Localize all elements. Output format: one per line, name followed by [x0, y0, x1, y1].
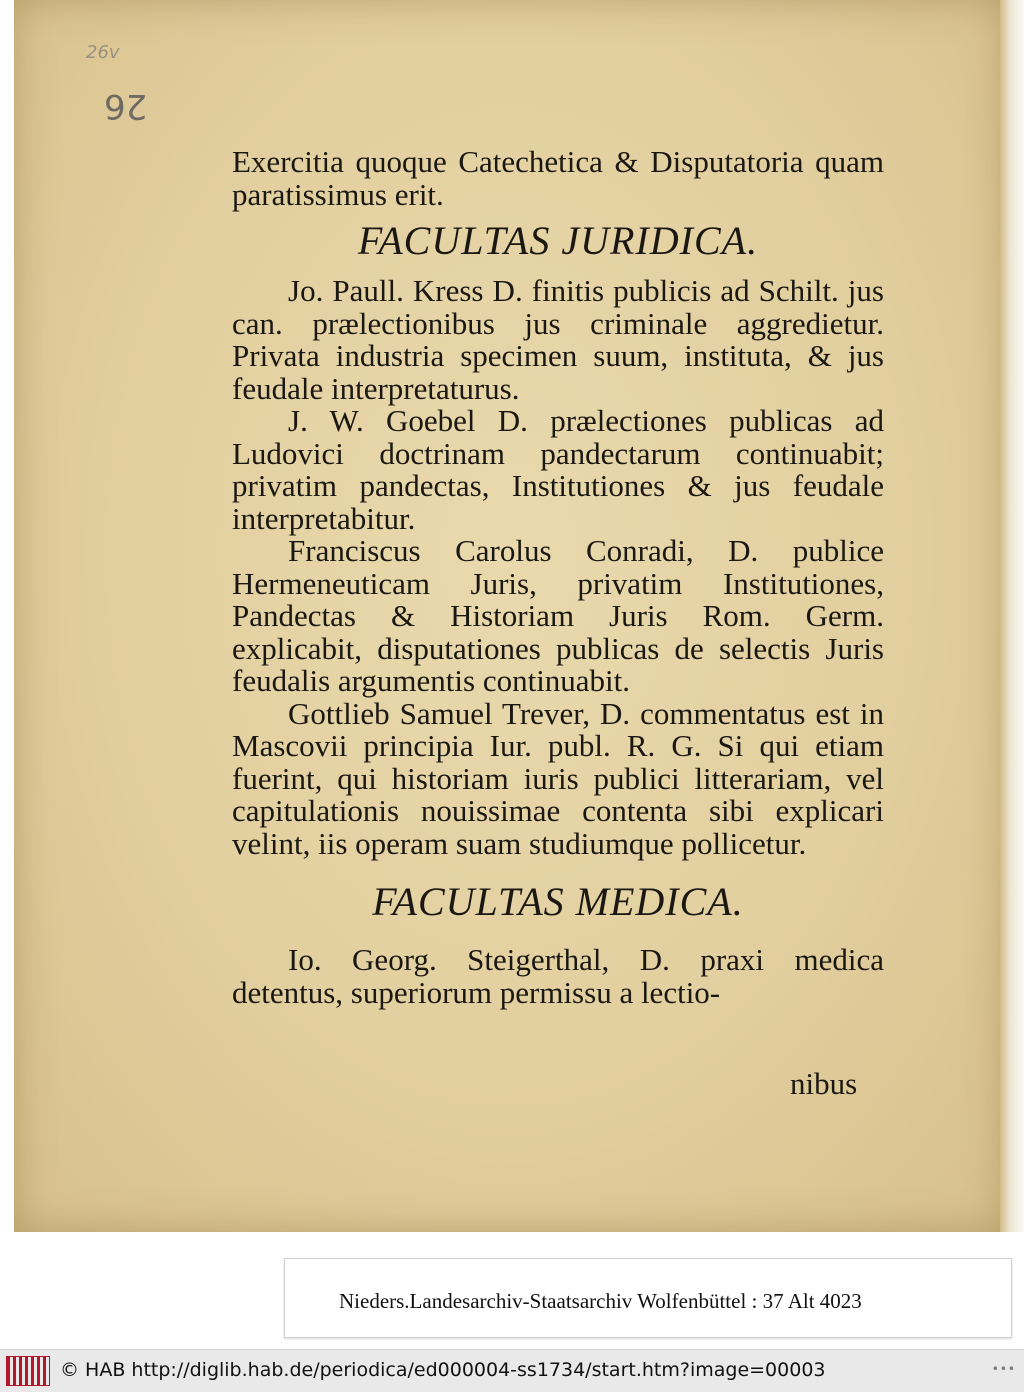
- hab-logo-icon[interactable]: [6, 1356, 50, 1386]
- folio-note: 26v: [86, 42, 120, 63]
- heading-medica: FACULTAS MEDICA.: [372, 879, 744, 924]
- paragraph-trever: Gottlieb Samuel Trever, D. commentatus est in Mascovii principia Iur. publ. R. G. Si qui etiam fuerint, qui historiam iuris publici litterariam, vel capitulationis nouissimae contenta sibi explicari velint, iis operam suam studiumque pollicetur.: [232, 695, 884, 861]
- paragraph-kress: Jo. Paull. Kress D. finitis publicis ad Schilt. jus can. prælectionibus jus criminale aggredietur. Privata industria specimen suum, instituta, & jus feudale interpretaturus.: [232, 273, 884, 406]
- paragraph-conradi: Franciscus Carolus Conradi, D. publice Hermeneuticam Juris, privatim Institutiones, Pandectas & Historiam Juris Rom. Germ. explicabit, disputationes publicas de selectis Juris feudalis argumentis continuabit.: [232, 533, 884, 698]
- page-edge: [1000, 0, 1024, 1232]
- page-number-note: 26: [104, 86, 148, 126]
- archive-label-text: Nieders.Landesarchiv-Staatsarchiv Wolfenbüttel : 37 Alt 4023: [339, 1289, 862, 1313]
- menu-dots-icon[interactable]: •••: [991, 1362, 1016, 1376]
- document-text: [232, 146, 884, 1009]
- footer-url[interactable]: © HAB http://diglib.hab.de/periodica/ed000004-ss1734/start.htm?image=00003: [60, 1359, 826, 1381]
- intro-paragraph: Exercitia quoque Catechetica & Disputatoria quam paratissimus erit.: [232, 144, 884, 212]
- archive-label: [284, 1258, 1012, 1338]
- catchword: nibus: [790, 1066, 858, 1101]
- heading-juridica: FACULTAS JURIDICA.: [357, 218, 759, 263]
- viewer-footer: [0, 1349, 1024, 1392]
- paragraph-goebel: J. W. Goebel D. prælectiones publicas ad Ludovici doctrinam pandectarum continuabit; privatim pandectas, Institutiones & jus feudale interpretabitur.: [232, 403, 884, 536]
- paragraph-steigerthal: Io. Georg. Steigerthal, D. praxi medica detentus, superiorum permissu a lectio-: [232, 942, 884, 1010]
